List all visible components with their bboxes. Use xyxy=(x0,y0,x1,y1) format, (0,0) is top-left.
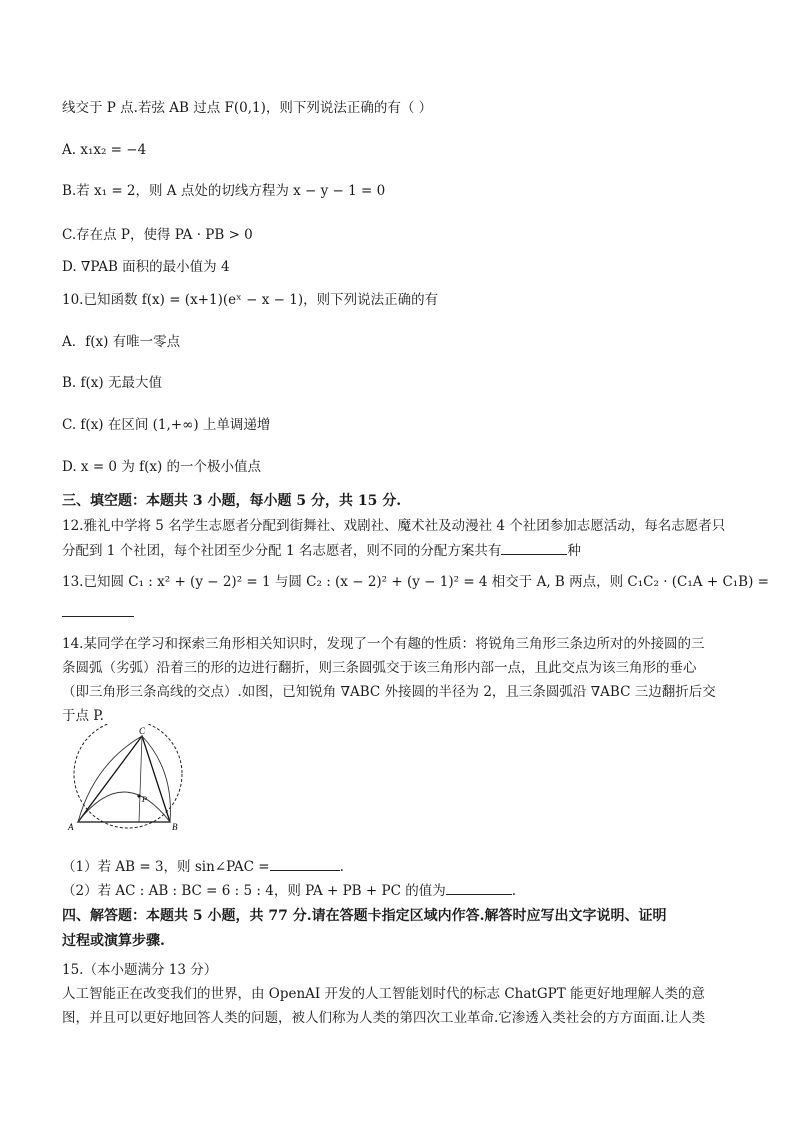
q14-sub-2-tail: . xyxy=(511,883,516,899)
section-4-heading-line-1: 四、解答题：本题共 5 小题，共 77 分.请在答题卡指定区域内作答.解答时应写出文字说明、证明 xyxy=(62,908,667,924)
q9-stem-tail: 线交于 P 点.若弦 AB 过点 F(0,1)，则下列说法正确的有（ ） xyxy=(62,100,433,116)
q13-answer-blank[interactable] xyxy=(62,602,134,617)
q14-sub-1-tail: . xyxy=(339,859,344,875)
point-p xyxy=(137,794,140,797)
q14-sub-1-text: （1）若 AB = 3，则 sin∠PAC = xyxy=(62,859,270,875)
label-p: P xyxy=(142,795,147,804)
folded-arc-ab xyxy=(78,792,170,822)
q10-option-a: A．f(x) 有唯一零点 xyxy=(62,334,181,350)
q10-option-d: D. x = 0 为 f(x) 的一个极小值点 xyxy=(62,459,262,475)
q14-sub-2-text: （2）若 AC : AB : BC = 6 : 5 : 4，则 PA + PB + PC 的值为 xyxy=(62,883,446,899)
q13-line-1: 13.已知圆 C₁ : x² + (y − 2)² = 1 与圆 C₂ : (x − 2)² + (y − 1)² = 4 相交于 A, B 两点，则 C₁C₂ · (C₁A + C₁B) = xyxy=(62,574,769,590)
triangle-circumcircle-figure xyxy=(62,724,192,832)
q12-line-2-text: 分配到 1 个社团，每个社团至少分配 1 名志愿者，则不同的分配方案共有 xyxy=(62,543,502,559)
q12-answer-blank[interactable] xyxy=(501,540,567,555)
q14-line-3: （即三角形三条高线的交点）.如图，已知锐角 ∇ABC 外接圆的半径为 2，且三条圆弧沿 ∇ABC 三边翻折后交 xyxy=(62,684,716,700)
altitude-from-c xyxy=(139,736,142,822)
q9-option-d: D. ∇PAB 面积的最小值为 4 xyxy=(62,259,230,275)
q12-line-1: 12.雅礼中学将 5 名学生志愿者分配到街舞社、戏剧社、魔术社及动漫社 4 个社团参加志愿活动，每名志愿者只 xyxy=(62,518,726,534)
label-c: C xyxy=(139,726,146,736)
label-a: A xyxy=(68,822,74,832)
section-3-heading: 三、填空题：本题共 3 小题，每小题 5 分，共 15 分. xyxy=(62,493,402,509)
q14-sub-2-blank[interactable] xyxy=(446,880,512,895)
q13-line-2 xyxy=(62,602,134,623)
q14-sub-1-blank[interactable] xyxy=(270,856,340,871)
q9-option-b: B.若 x₁ = 2，则 A 点处的切线方程为 x − y − 1 = 0 xyxy=(62,183,386,199)
q14-line-2: 条圆弧（劣弧）沿着三的形的边进行翻折，则三条圆弧交于该三角形内部一点，且此交点为该三角形的垂心 xyxy=(62,660,697,676)
q12-line-2 xyxy=(62,540,581,561)
section-4-heading-line-2: 过程或演算步骤. xyxy=(62,933,165,949)
q14-line-4: 于点 P. xyxy=(62,708,104,724)
q15-line-1: 人工智能正在改变我们的世界，由 OpenAI 开发的人工智能划时代的标志 ChatGPT 能更好地理解人类的意 xyxy=(62,986,706,1002)
q12-line-2-tail: 种 xyxy=(567,543,581,559)
q15-line-2: 图，并且可以更好地回答人类的问题，被人们称为人类的第四次工业革命.它渗透入类社会的方方面面.让人类 xyxy=(62,1010,706,1026)
q14-sub-1 xyxy=(62,856,344,877)
q9-option-c: C.存在点 P，使得 PA · PB > 0 xyxy=(62,227,253,243)
q9-option-a: A. x₁x₂ = −4 xyxy=(62,142,147,158)
q10-stem: 10.已知函数 f(x) = (x+1)(eˣ − x − 1)，则下列说法正确的有 xyxy=(62,292,439,308)
q10-option-c: C. f(x) 在区间 (1,+∞) 上单调递增 xyxy=(62,417,271,433)
q14-sub-2 xyxy=(62,880,516,901)
q15-header: 15.（本小题满分 13 分） xyxy=(62,962,218,978)
q10-option-b: B. f(x) 无最大值 xyxy=(62,375,162,391)
label-b: B xyxy=(172,822,178,832)
q14-line-1: 14.某同学在学习和探索三角形相关知识时，发现了一个有趣的性质：将锐角三角形三条边所对的外接圆的三 xyxy=(62,636,705,652)
